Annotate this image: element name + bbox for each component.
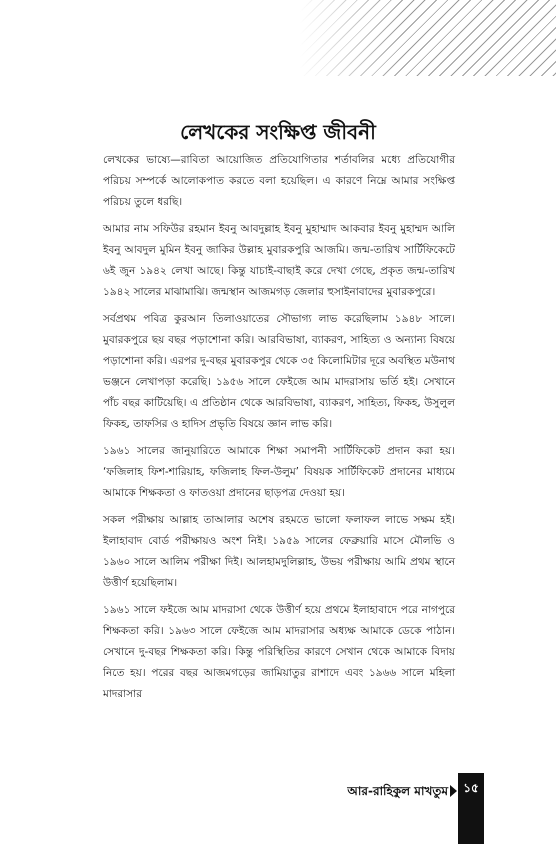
- triangle-arrow-icon: [450, 785, 457, 797]
- running-footer-book-title: আর-রাহিকুল মাখতুম: [347, 784, 448, 798]
- page-title: লেখকের সংক্ষিপ্ত জীবনী: [180, 120, 376, 144]
- paragraph: সর্বপ্রথম পবিত্র কুরআন তিলাওয়াতের সৌভাগ্য লাভ করেছিলাম ১৯৪৮ সালে। মুবারকপুরে ছয় বছর পড়াশোনা করি। আরবিভাষা, ব্যাকরণ, সাহিত্য ও অন্যান্য বিষয়ে পড়াশোনা করি। এরপর দু-বছর মুবারকপুর থেকে ৩৫ কিলোমিটার দূরে অবস্থিত মউনাথ ভঞ্জনে লেখাপড়া করেছি। ১৯৫৬ সালে ফেইজে আম মাদরাসায় ভর্তি হই। সেখানে পাঁচ বছর কাটিয়েছি। এ প্রতিষ্ঠান থেকে আরবিভাষা, ব্যাকরণ, সাহিত্য, ফিকহ, উসুলুল ফিকহ, তাফসির ও হাদিস প্রভৃতি বিষয়ে জ্ঞান লাভ করি।: [103, 313, 455, 430]
- paragraph: ১৯৬১ সালের জানুয়ারিতে আমাকে শিক্ষা সমাপনী সার্টিফিকেট প্রদান করা হয়। ‘ফজিলাহ ফিশ-শারিয়াহ, ফজিলাহ ফিল-উলুম’ বিষয়ক সার্টিফিকেট প্রদানের মাধ্যমে আমাকে শিক্ষকতা ও ফাতওয়া প্রদানের ছাড়পত্র দেওয়া হয়।: [103, 445, 455, 499]
- paragraph: লেখকের ভাষ্যে—রাবিতা আয়োজিত প্রতিযোগিতার শর্তাবলির মধ্যে প্রতিযোগীর পরিচয় সম্পর্কে আলোকপাত করতে বলা হয়েছিল। এ কারণে নিম্নে আমার সংক্ষিপ্ত পরিচয় তুলে ধরছি।: [103, 154, 455, 208]
- paragraph: আমার নাম সফিউর রহমান ইবনু আবদুল্লাহ ইবনু মুহাম্মাদ আকবার ইবনু মুহাম্মদ আলি ইবনু আবদুল মুমিন ইবনু জাকির উল্লাহ মুবারকপুরি আজমি। জন্ম-তারিখ সার্টিফিকেটে ৬ই জুন ১৯৪২ লেখা আছে। কিন্তু যাচাই-বাছাই করে দেখা গেছে, প্রকৃত জন্ম-তারিখ ১৯৪২ সালের মাঝামাঝি। জন্মস্থান আজমগড় জেলার হুসাইনাবাদের মুবারকপুরে।: [103, 223, 455, 298]
- body-text: [103, 150, 455, 711]
- corner-hatch-decoration: [300, 0, 556, 76]
- page-number: ১৫: [463, 781, 479, 795]
- paragraph: ১৯৬১ সালে ফইজে আম মাদরাসা থেকে উত্তীর্ণ হয়ে প্রথমে ইলাহাবাদে পরে নাগপুরে শিক্ষকতা করি। ১৯৬৩ সালে ফেইজে আম মাদরাসার অধ্যক্ষ আমাকে ডেকে পাঠান। সেখানে দু-বছর শিক্ষকতা করি। কিন্তু পরিস্থিতির কারণে সেখান থেকে আমাকে বিদায় নিতে হয়। পরের বছর আজমগড়ের জামিয়াতুর রাশাদে এবং ১৯৬৬ সালে মহিলা মাদরাসার: [103, 604, 455, 700]
- paragraph: সকল পরীক্ষায় আল্লাহ তাআলার অশেষ রহমতে ভালো ফলাফল লাভে সক্ষম হই। ইলাহাবাদ বোর্ড পরীক্ষায়ও অংশ নিই। ১৯৫৯ সালের ফেব্রুয়ারি মাসে মৌলভি ও ১৯৬০ সালে আলিম পরীক্ষা দিই। আলহামদুলিল্লাহ, উভয় পরীক্ষায় আমি প্রথম স্থানে উত্তীর্ণ হয়েছিলাম।: [103, 514, 455, 589]
